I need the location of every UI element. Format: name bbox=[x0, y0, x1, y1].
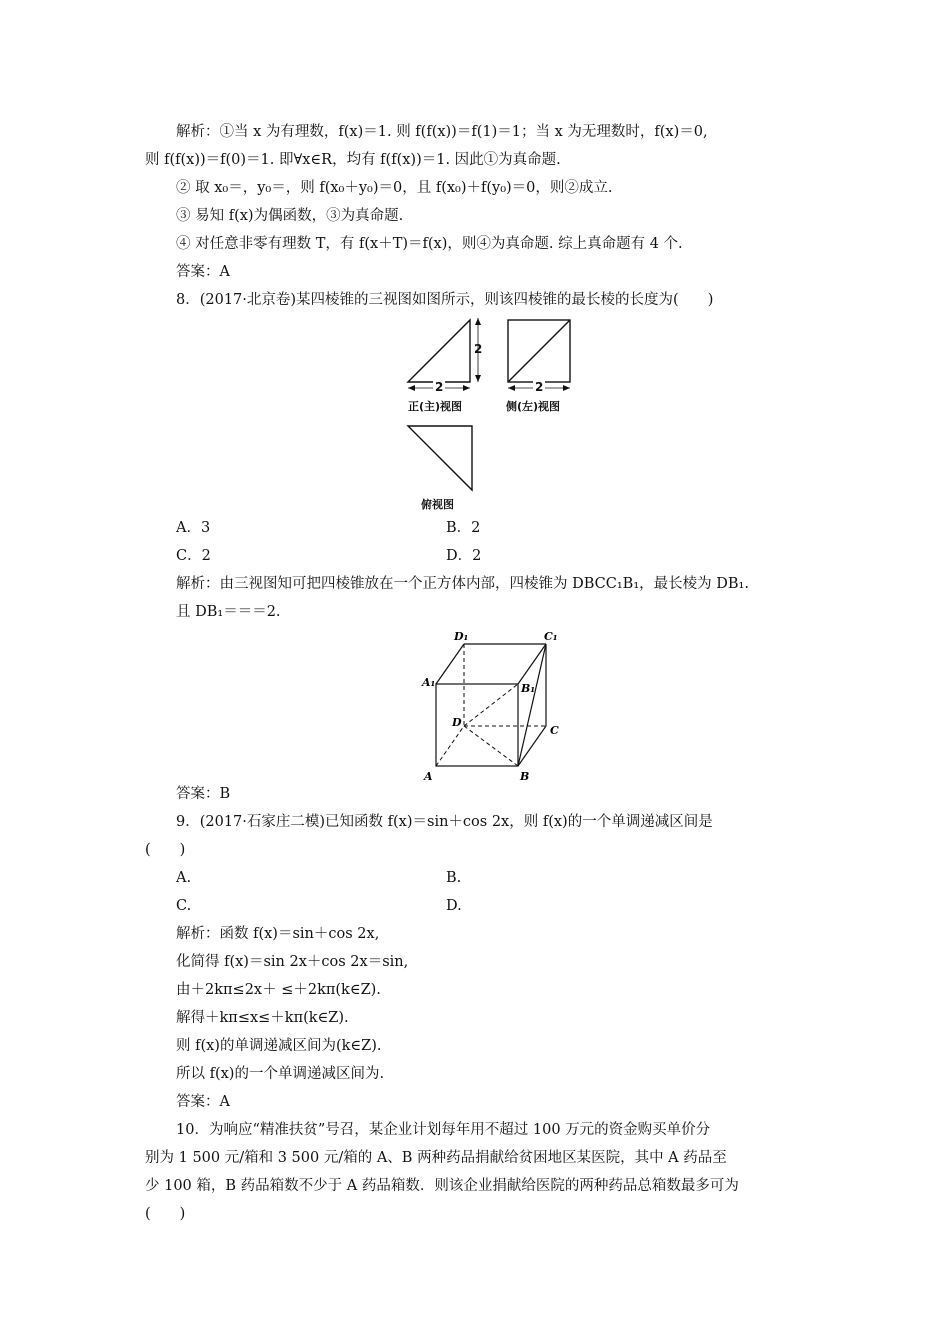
q9-option-d: D. bbox=[446, 898, 462, 914]
front-view-figure bbox=[400, 312, 500, 392]
cube-figure bbox=[420, 626, 600, 786]
analysis-line-1: 解析：①当 x 为有理数，f(x)＝1. 则 f(f(x))＝f(1)＝1；当 x 为无理数时，f(x)＝0, bbox=[176, 124, 708, 140]
question-9-stem-paren: ( ) bbox=[145, 842, 186, 858]
cube-label-a: A bbox=[424, 770, 433, 783]
q8-option-b: B．2 bbox=[446, 520, 481, 536]
q8-analysis-line-2: 且 DB₁＝＝＝2. bbox=[176, 604, 281, 620]
answer-q8: 答案：B bbox=[176, 786, 231, 802]
question-10-paren: ( ) bbox=[145, 1206, 186, 1222]
question-10-line-1: 10．为响应“精准扶贫”号召，某企业计划每年用不超过 100 万元的资金购买单价分 bbox=[176, 1122, 711, 1138]
q9-analysis-line-4: 解得＋kπ≤x≤＋kπ(k∈Z). bbox=[176, 1010, 349, 1026]
analysis-line-4: ③ 易知 f(x)为偶函数，③为真命题. bbox=[176, 208, 404, 224]
q8-option-c: C．2 bbox=[176, 548, 211, 564]
side-view-caption: 侧(左)视图 bbox=[506, 400, 561, 413]
cube-label-b: B bbox=[520, 770, 530, 783]
cube-label-d: D bbox=[452, 716, 462, 729]
q9-option-c: C. bbox=[176, 898, 192, 914]
front-view-width-label: 2 bbox=[435, 380, 444, 394]
q9-option-b: B. bbox=[446, 870, 462, 886]
analysis-line-3: ② 取 x₀＝，y₀＝，则 f(x₀＋y₀)＝0，且 f(x₀)＋f(y₀)＝0，则②成立. bbox=[176, 180, 613, 196]
q9-analysis-line-5: 则 f(x)的单调递减区间为(k∈Z). bbox=[176, 1038, 382, 1054]
question-8-stem: 8．(2017·北京卷)某四棱锥的三视图如图所示，则该四棱锥的最长棱的长度为( ) bbox=[176, 292, 714, 308]
analysis-line-5: ④ 对任意非零有理数 T，有 f(x＋T)＝f(x)，则④为真命题. 综上真命题有 4 个. bbox=[176, 236, 683, 252]
cube-label-c: C bbox=[550, 724, 559, 737]
question-9-stem: 9．(2017·石家庄二模)已知函数 f(x)＝sin＋cos 2x，则 f(x)的一个单调递减区间是 bbox=[176, 814, 713, 830]
answer-q9: 答案：A bbox=[176, 1094, 230, 1110]
q9-analysis-line-1: 解析：函数 f(x)＝sin＋cos 2x, bbox=[176, 926, 380, 942]
q9-analysis-line-2: 化简得 f(x)＝sin 2x＋cos 2x＝sin, bbox=[176, 954, 409, 970]
q9-analysis-line-6: 所以 f(x)的一个单调递减区间为. bbox=[176, 1066, 385, 1082]
q8-option-a: A．3 bbox=[176, 520, 211, 536]
cube-label-c1: C₁ bbox=[544, 630, 558, 643]
question-10-line-2: 别为 1 500 元/箱和 3 500 元/箱的 A、B 两种药品捐献给贫困地区某医院，其中 A 药品至 bbox=[145, 1150, 727, 1166]
analysis-line-2: 则 f(f(x))＝f(0)＝1. 即∀x∈R，均有 f(f(x))＝1. 因此①为真命题. bbox=[145, 152, 561, 168]
top-view-caption: 俯视图 bbox=[421, 498, 454, 511]
front-view-height-label: 2 bbox=[474, 342, 483, 356]
side-view-width-label: 2 bbox=[535, 380, 544, 394]
top-view-figure bbox=[400, 418, 480, 498]
cube-label-d1: D₁ bbox=[454, 630, 469, 643]
q9-analysis-line-3: 由＋2kπ≤2x＋ ≤＋2kπ(k∈Z). bbox=[176, 982, 381, 998]
q8-option-d: D．2 bbox=[446, 548, 482, 564]
q8-analysis-line-1: 解析：由三视图知可把四棱锥放在一个正方体内部，四棱锥为 DBCC₁B₁，最长棱为 DB₁. bbox=[176, 576, 749, 592]
answer-q7: 答案：A bbox=[176, 264, 230, 280]
cube-label-a1: A₁ bbox=[422, 676, 436, 689]
question-10-line-3: 少 100 箱，B 药品箱数不少于 A 药品箱数．则该企业捐献给医院的两种药品总箱数最多可为 bbox=[145, 1178, 739, 1194]
cube-label-b1: B₁ bbox=[521, 682, 536, 695]
front-view-caption: 正(主)视图 bbox=[408, 400, 463, 413]
q9-option-a: A. bbox=[176, 870, 192, 886]
